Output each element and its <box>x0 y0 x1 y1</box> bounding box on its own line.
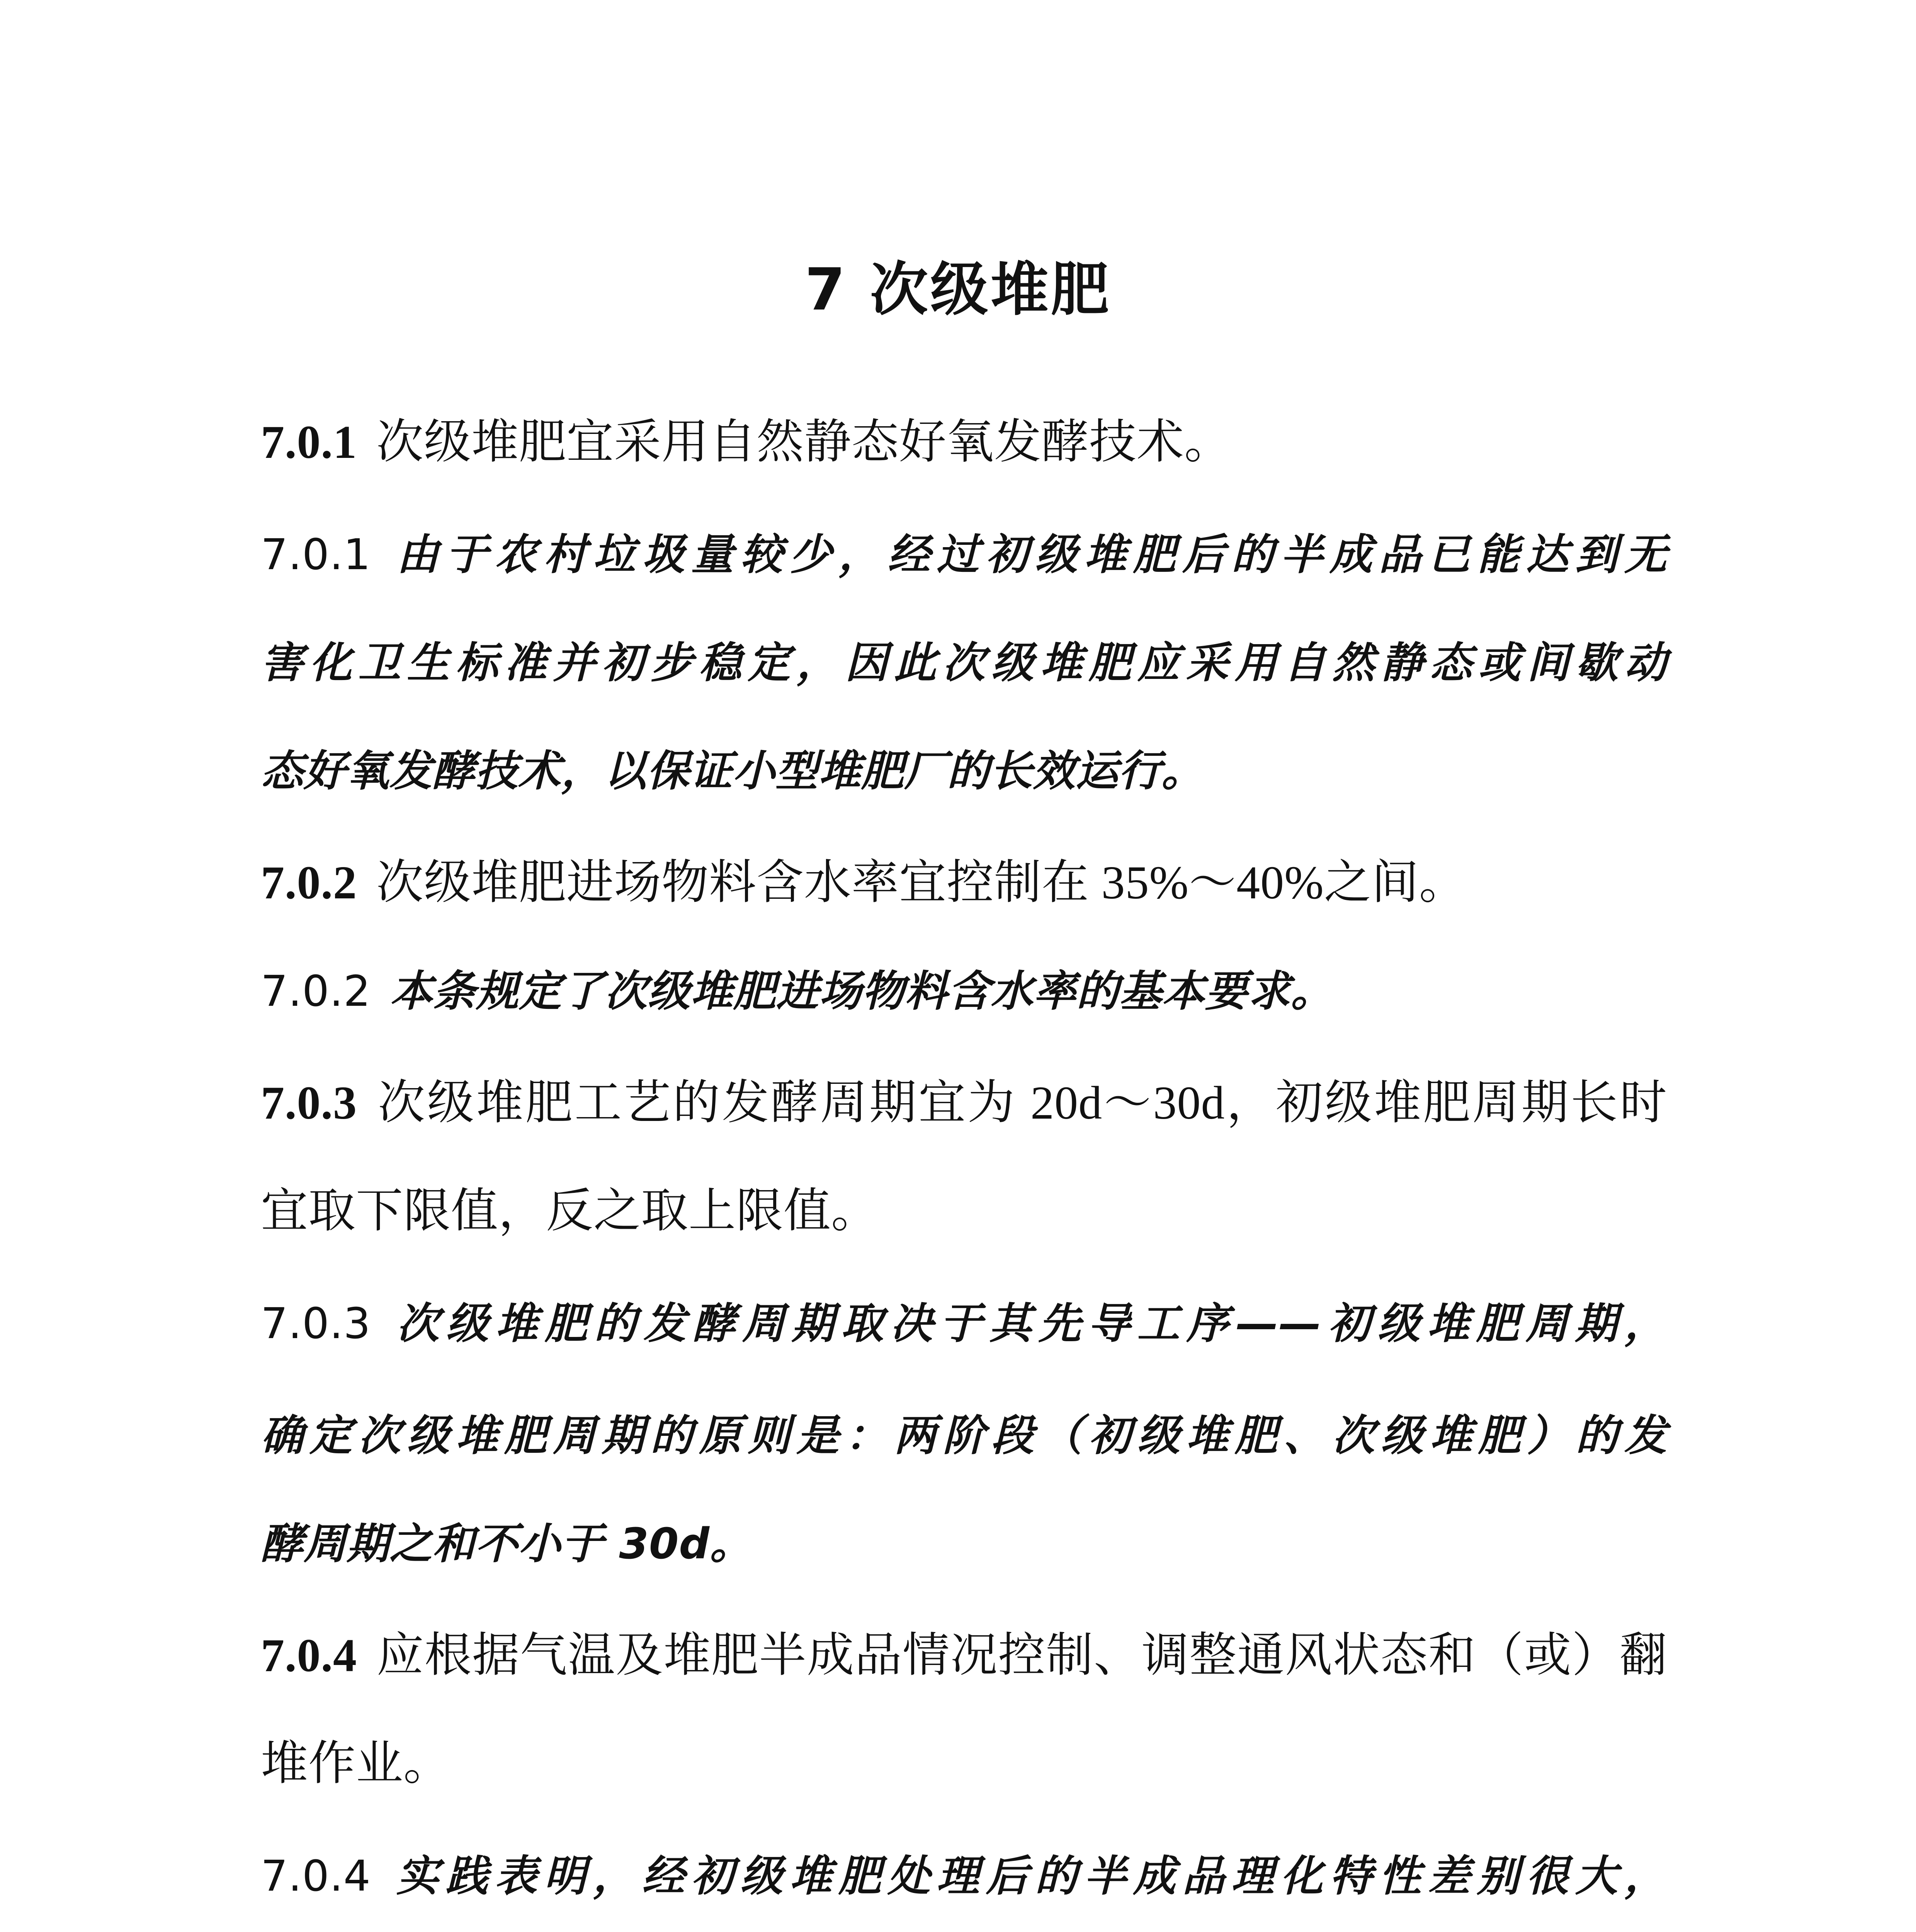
explanation-line: 害化卫生标准并初步稳定，因此次级堆肥应采用自然静态或间歇动 <box>261 638 1667 687</box>
explanation-number: 7.0.1 <box>261 530 371 579</box>
explanation-7-0-2 <box>261 958 1667 1024</box>
clause-7-0-1 <box>261 410 1667 475</box>
explanation-text: 由于农村垃圾量较少，经过初级堆肥后的半成品已能达到无 <box>390 530 1667 579</box>
chapter-title: 7 次级堆肥 <box>805 256 1111 323</box>
explanation-7-0-4 <box>261 1843 1667 1909</box>
clause-number: 7.0.3 <box>261 1077 357 1129</box>
explanation-line: 酵周期之和不小于 30d。 <box>261 1519 753 1568</box>
explanation-7-0-1 <box>261 522 1667 587</box>
clause-text: 次级堆肥宜采用自然静态好氧发酵技术。 <box>376 416 1232 468</box>
clause-line: 宜取下限值，反之取上限值。 <box>261 1185 879 1237</box>
explanation-number: 7.0.2 <box>261 966 371 1016</box>
explanation-7-0-3 <box>261 1291 1667 1356</box>
clause-line: 堆作业。 <box>261 1738 451 1790</box>
clause-text: 次级堆肥工艺的发酵周期宜为 20d～30d，初级堆肥周期长时 <box>376 1077 1667 1129</box>
clause-7-0-4 <box>261 1623 1667 1689</box>
explanation-number: 7.0.4 <box>261 1851 371 1901</box>
clause-7-0-2 <box>261 850 1667 916</box>
explanation-number: 7.0.3 <box>261 1299 371 1348</box>
explanation-line: 态好氧发酵技术，以保证小型堆肥厂的长效运行。 <box>261 746 1204 796</box>
clause-7-0-3 <box>261 1070 1667 1136</box>
clause-text: 次级堆肥进场物料含水率宜控制在 35%～40%之间。 <box>376 857 1467 909</box>
clause-number: 7.0.2 <box>261 857 357 909</box>
clause-text: 应根据气温及堆肥半成品情况控制、调整通风状态和（或）翻 <box>376 1629 1667 1682</box>
clause-number: 7.0.1 <box>261 416 357 468</box>
explanation-text: 实践表明，经初级堆肥处理后的半成品理化特性差别很大， <box>390 1851 1667 1901</box>
clause-number: 7.0.4 <box>261 1629 357 1682</box>
explanation-line: 确定次级堆肥周期的原则是：两阶段（初级堆肥、次级堆肥）的发 <box>261 1411 1667 1460</box>
explanation-text: 次级堆肥的发酵周期取决于其先导工序——初级堆肥周期， <box>390 1299 1667 1348</box>
explanation-text: 本条规定了次级堆肥进场物料含水率的基本要求。 <box>390 966 1334 1016</box>
